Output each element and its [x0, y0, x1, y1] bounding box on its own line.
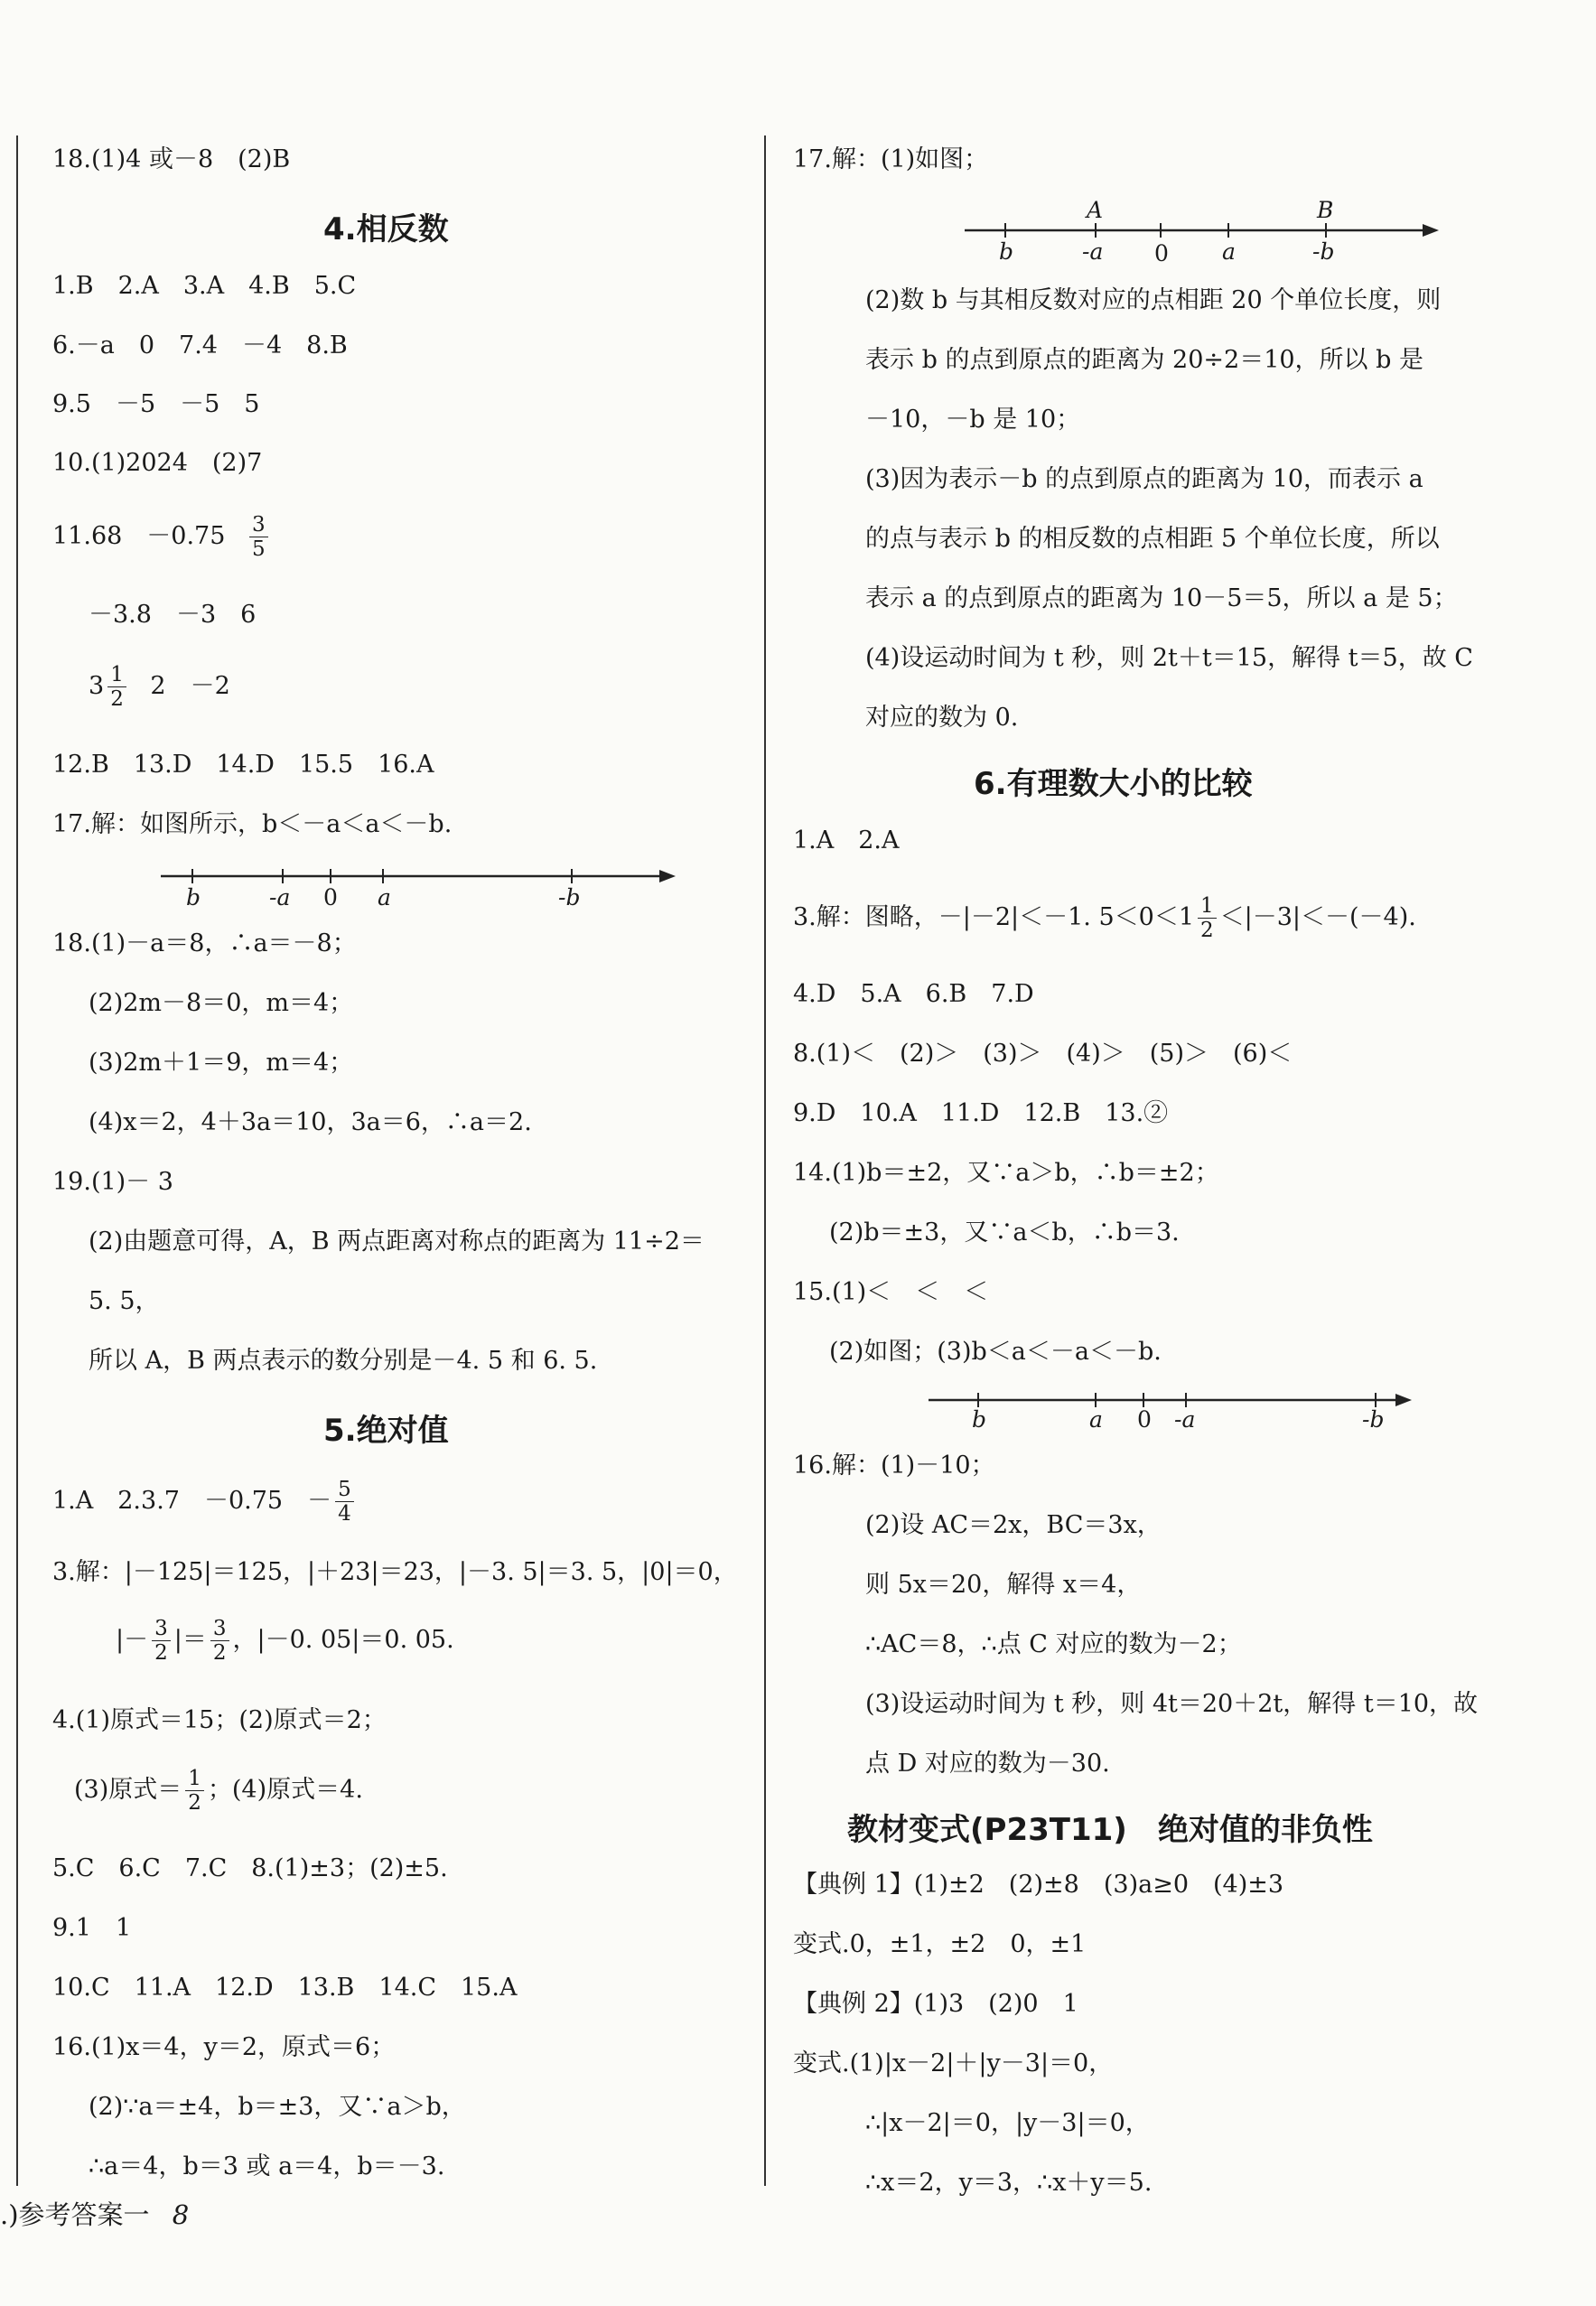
left-margin-rule — [16, 135, 18, 2186]
r17-2c: －10，－b 是 10； — [865, 406, 1081, 434]
cmp-answer-14-2: (2)b＝±3，又∵a＜b，∴b＝3. — [829, 1218, 1180, 1246]
abs-answer-9: 9.1 1 — [52, 1914, 132, 1942]
cmp-text: 3.解：图略，－|－2|＜－1. 5＜0＜1 — [793, 903, 1195, 931]
abs-text: |＝ — [173, 1626, 207, 1654]
abs-answer-10-15: 10.C 11.A 12.D 13.B 14.C 15.A — [52, 1974, 518, 2002]
answer-17: 17.解：如图所示，b＜－a＜a＜－b. — [52, 810, 453, 838]
point-label-B: B — [1317, 197, 1334, 223]
point-label-A: A — [1087, 197, 1104, 223]
r17-4a: (4)设运动时间为 t 秒，则 2t＋t＝15，解得 t＝5，故 C — [865, 644, 1473, 672]
fraction — [1198, 894, 1217, 942]
abs-text: |－ — [116, 1626, 149, 1654]
tick-label-neg-a: -a — [269, 884, 291, 910]
abs-answer-16-3: ∴a＝4，b＝3 或 a＝4，b＝－3. — [89, 2152, 445, 2180]
cmp-answer-16-1: 16.解：(1)－10； — [793, 1452, 995, 1480]
cmp-answer-16-4: ∴AC＝8，∴点 C 对应的数为－2； — [865, 1630, 1242, 1658]
tick-label-neg-b: -b — [1312, 238, 1335, 265]
abs-answer-16-2: (2)∵a＝±4，b＝±3，又∵a＞b， — [89, 2093, 466, 2121]
tick-label-b: b — [186, 884, 201, 910]
r17-2a: (2)数 b 与其相反数对应的点相距 20 个单位长度，则 — [865, 286, 1442, 314]
answer-11-rest: 2 －2 — [150, 672, 230, 700]
abs-answer-1-2 — [52, 1478, 358, 1526]
answer-19-2b: 5. 5， — [89, 1287, 160, 1315]
answer-11-row2: －3.8 －3 6 — [89, 601, 257, 629]
r17-2b: 表示 b 的点到原点的距离为 20÷2＝10，所以 b 是 — [865, 346, 1423, 374]
denominator: 2 — [188, 1791, 201, 1815]
tick-label-zero: 0 — [323, 884, 338, 910]
r17-3c: 表示 a 的点到原点的距离为 10－5＝5，所以 a 是 5； — [865, 584, 1458, 612]
whole-part: 3 — [89, 672, 105, 700]
variant-2-2: ∴|x－2|＝0，|y－3|＝0， — [865, 2109, 1150, 2137]
numerator: 1 — [107, 663, 126, 687]
fraction — [152, 1617, 171, 1665]
numerator: 5 — [335, 1478, 354, 1502]
cmp-text: ＜|－3|＜－(－4). — [1219, 903, 1416, 931]
answer-6-8: 6.－a 0 7.4 －4 8.B — [52, 331, 348, 359]
denominator: 5 — [252, 537, 266, 561]
answer-11-row1 — [52, 513, 272, 561]
tick-label-b: b — [972, 1406, 987, 1433]
answer-19-3: 所以 A，B 两点表示的数分别是－4. 5 和 6. 5. — [89, 1347, 598, 1375]
cmp-answer-8: 8.(1)＜ (2)＞ (3)＞ (4)＞ (5)＞ (6)＜ — [793, 1040, 1293, 1068]
tick-label-neg-b: -b — [558, 884, 581, 910]
tick-label-neg-a: -a — [1082, 238, 1104, 265]
cmp-answer-15-1: 15.(1)＜ ＜ ＜ — [793, 1278, 989, 1306]
cmp-answer-1-2: 1.A 2.A — [793, 826, 900, 854]
variant-2-1: 变式.(1)|x－2|＋|y－3|＝0， — [793, 2049, 1114, 2077]
answer-11-text: 11.68 －0.75 — [52, 522, 226, 550]
example-2: 【典例 2】(1)3 (2)0 1 — [793, 1990, 1078, 2018]
numerator: 3 — [210, 1617, 229, 1641]
number-line-1 — [161, 858, 685, 912]
denominator: 2 — [154, 1641, 168, 1665]
abs-text: ，|－0. 05|＝0. 05. — [232, 1626, 454, 1654]
r17-3a: (3)因为表示－b 的点到原点的距离为 10，而表示 a — [865, 465, 1423, 493]
denominator: 2 — [1200, 919, 1214, 942]
cmp-answer-16-5: (3)设运动时间为 t 秒，则 4t＝20＋2t，解得 t＝10，故 — [865, 1690, 1479, 1718]
numerator: 3 — [152, 1617, 171, 1641]
answer-19-1: 19.(1)－ 3 — [52, 1168, 173, 1196]
page-footer — [0, 2195, 189, 2232]
fraction — [185, 1767, 204, 1815]
numerator: 1 — [1198, 894, 1217, 919]
cmp-answer-14-1: 14.(1)b＝±2，又∵a＞b，∴b＝±2； — [793, 1159, 1219, 1187]
answer-18-3: (3)2m＋1＝9，m＝4； — [89, 1049, 354, 1077]
abs-text: ；(4)原式＝4. — [207, 1776, 363, 1804]
abs-answer-4b — [74, 1767, 363, 1815]
answer-19-2a: (2)由题意可得，A，B 两点距离对称点的距离为 11÷2＝ — [89, 1228, 705, 1256]
cmp-answer-16-3: 则 5x＝20，解得 x＝4， — [865, 1571, 1142, 1599]
cmp-answer-16-2: (2)设 AC＝2x，BC＝3x， — [865, 1511, 1162, 1539]
tick-label-a: a — [1089, 1406, 1103, 1433]
answer-18-prev: 18.(1)4 或－8 (2)B — [52, 145, 291, 173]
r17-3b: 的点与表示 b 的相反数的点相距 5 个单位长度，所以 — [865, 525, 1440, 553]
variant-2-3: ∴x＝2，y＝3，∴x＋y＝5. — [865, 2169, 1153, 2197]
denominator: 2 — [212, 1641, 227, 1665]
abs-answer-3a: 3.解：|－125|＝125，|＋23|＝23，|－3. 5|＝3. 5，|0|＝0， — [52, 1558, 738, 1586]
answer-18-2: (2)2m－8＝0，m＝4； — [89, 989, 354, 1017]
answer-18-1: 18.(1)－a＝8，∴a＝－8； — [52, 929, 357, 957]
section-heading-4: 4.相反数 — [323, 211, 449, 247]
page-number: 8 — [172, 2199, 190, 2230]
abs-answer-3b — [116, 1617, 454, 1665]
abs-answer-16-1: 16.(1)x＝4，y＝2，原式＝6； — [52, 2033, 396, 2061]
r17-4b: 对应的数为 0. — [865, 704, 1019, 732]
section-heading-6: 6.有理数大小的比较 — [974, 766, 1253, 802]
cmp-answer-15-2: (2)如图；(3)b＜a＜－a＜－b. — [829, 1338, 1162, 1366]
tick-label-neg-a: -a — [1174, 1406, 1196, 1433]
fraction — [107, 663, 126, 711]
answer-11-row3 — [89, 663, 230, 711]
column-divider-rule — [764, 135, 766, 2186]
tick-label-a: a — [1222, 238, 1236, 265]
tick-label-a: a — [378, 884, 391, 910]
answer-10: 10.(1)2024 (2)7 — [52, 449, 263, 477]
abs-answer-1-text: 1.A 2.3.7 －0.75 － — [52, 1487, 332, 1515]
answer-12-16: 12.B 13.D 14.D 15.5 16.A — [52, 751, 434, 779]
tick-label-zero: 0 — [1137, 1406, 1152, 1433]
fraction — [335, 1478, 354, 1526]
tick-label-zero: 0 — [1154, 240, 1169, 266]
example-1: 【典例 1】(1)±2 (2)±8 (3)a≥0 (4)±3 — [793, 1871, 1284, 1899]
tick-label-neg-b: -b — [1362, 1406, 1385, 1433]
number-line-2 — [965, 194, 1461, 266]
answer-18-4: (4)x＝2，4＋3a＝10，3a＝6，∴a＝2. — [89, 1108, 532, 1136]
footer-label: .)参考答案一 — [0, 2199, 150, 2230]
cmp-answer-9-13: 9.D 10.A 11.D 12.B 13.② — [793, 1099, 1169, 1127]
abs-text: (3)原式＝ — [74, 1776, 182, 1804]
answer-1-5: 1.B 2.A 3.A 4.B 5.C — [52, 272, 357, 300]
section-heading-5: 5.绝对值 — [323, 1413, 449, 1449]
fraction — [210, 1617, 229, 1665]
abs-answer-5-8: 5.C 6.C 7.C 8.(1)±3；(2)±5. — [52, 1854, 448, 1882]
abs-answer-4a: 4.(1)原式＝15；(2)原式＝2； — [52, 1706, 387, 1734]
denominator: 2 — [110, 687, 124, 711]
section-heading-variant: 教材变式(P23T11) 绝对值的非负性 — [847, 1812, 1373, 1848]
answer-17-right: 17.解：(1)如图； — [793, 145, 989, 173]
tick-label-b: b — [999, 238, 1014, 265]
cmp-answer-3 — [793, 894, 1416, 942]
denominator: 4 — [338, 1502, 351, 1526]
variant-1: 变式.0，±1，±2 0，±1 — [793, 1930, 1087, 1958]
fraction — [249, 513, 268, 561]
numerator: 3 — [249, 513, 268, 537]
number-line-3 — [929, 1382, 1434, 1436]
cmp-answer-16-6: 点 D 对应的数为－30. — [865, 1750, 1110, 1778]
numerator: 1 — [185, 1767, 204, 1791]
cmp-answer-4-7: 4.D 5.A 6.B 7.D — [793, 980, 1034, 1008]
answer-9: 9.5 －5 －5 5 — [52, 390, 260, 418]
